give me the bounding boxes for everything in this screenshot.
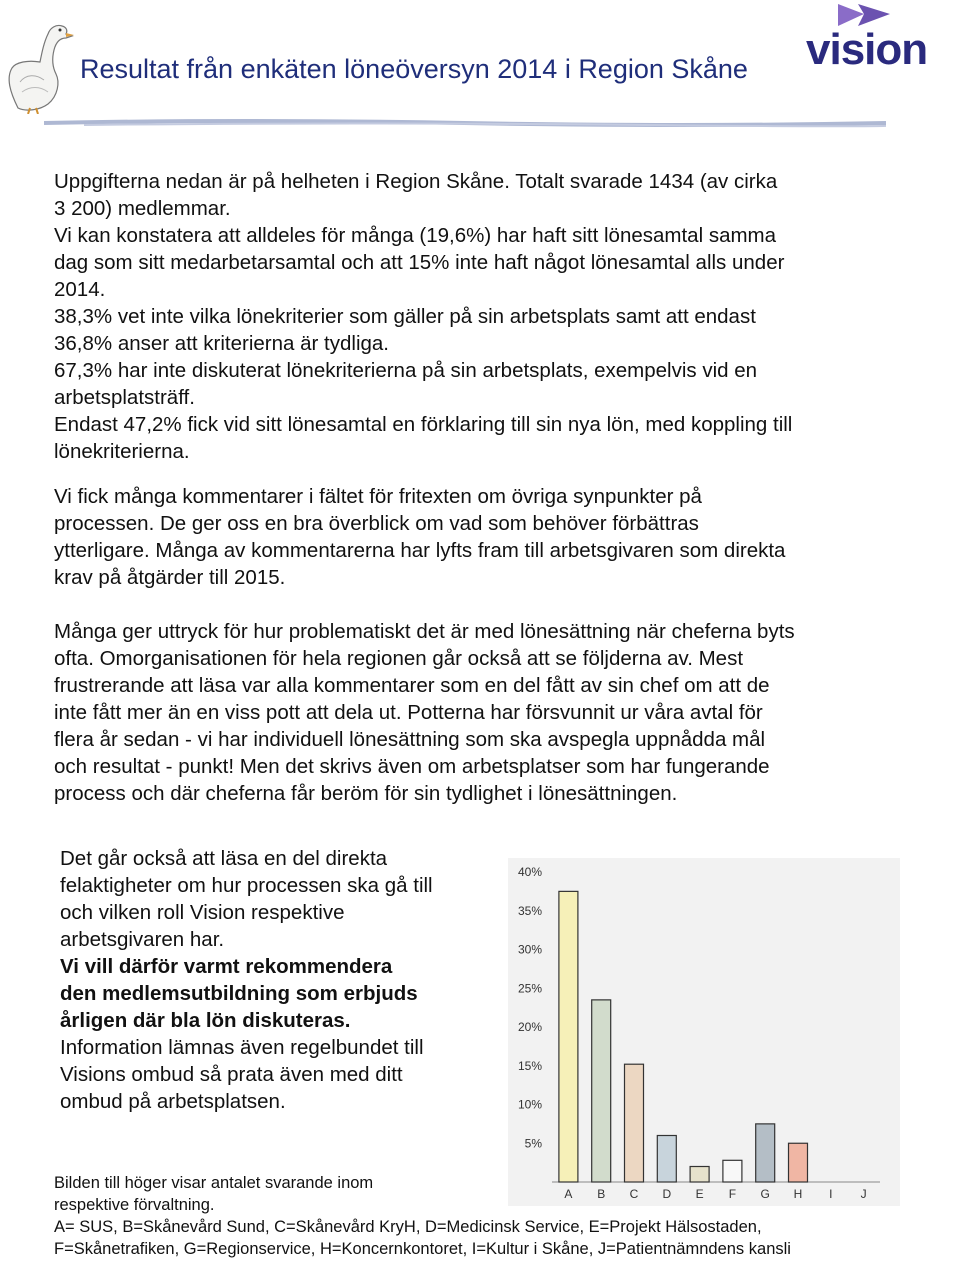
y-tick-label: 5% xyxy=(524,1136,542,1151)
caption-line: Bilden till höger visar antalet svarande inom xyxy=(54,1174,374,1192)
text-line: arbetsgivaren har. xyxy=(60,928,225,951)
chart-caption xyxy=(54,1172,373,1216)
text-line: ofta. Omorganisationen för hela regionen går också att se följderna av. Mest xyxy=(54,647,744,670)
text-line: Uppgifterna nedan är på helheten i Region Skåne. Totalt svarade 1434 (av cirka xyxy=(54,170,778,193)
bar-a xyxy=(559,891,578,1182)
legend-line: A= SUS, B=Skånevård Sund, C=Skånevård KryH, D=Medicinsk Service, E=Projekt Hälsostaden, xyxy=(54,1218,762,1236)
x-tick-label: D xyxy=(662,1187,672,1201)
y-tick-label: 35% xyxy=(517,903,542,918)
text-line: 38,3% vet inte vilka lönekriterier som gäller på sin arbetsplats samt att endast xyxy=(54,305,756,328)
text-line: ytterligare. Många av kommentarerna har lyfts fram till arbetsgivaren som direkta xyxy=(54,539,786,562)
text-line: felaktigheter om hur processen ska gå till xyxy=(60,874,433,897)
bar-h xyxy=(789,1143,808,1182)
text-line: och resultat - punkt! Men det skrivs även om arbetsplatser som har fungerande xyxy=(54,755,770,778)
y-tick-label: 20% xyxy=(517,1020,542,1034)
y-tick-label: 30% xyxy=(517,942,542,957)
text-line: lönekriterierna. xyxy=(54,440,190,463)
y-tick-label: 10% xyxy=(517,1097,542,1112)
x-tick-label: G xyxy=(760,1187,770,1201)
text-line: 36,8% anser att kriterierna är tydliga. xyxy=(54,332,389,355)
bold-line: årligen där bla lön diskuteras. xyxy=(60,1009,351,1032)
x-tick-label: J xyxy=(860,1187,867,1201)
text-line: processen. De ger oss en bra överblick om vad som behöver förbättras xyxy=(54,512,699,535)
bar-e xyxy=(690,1167,709,1183)
x-tick-label: B xyxy=(597,1187,606,1201)
text-line: 2014. xyxy=(54,278,106,301)
text-line: Många ger uttryck för hur problematiskt det är med lönesättning när cheferna byts xyxy=(54,620,795,643)
text-line: Endast 47,2% fick vid sitt lönesamtal en förklaring till sin nya lön, med koppling till xyxy=(54,413,793,436)
text-line: ombud på arbetsplatsen. xyxy=(60,1090,286,1113)
x-tick-label: F xyxy=(728,1187,737,1201)
respondents-chart xyxy=(508,858,900,1206)
legend-line: F=Skånetrafiken, G=Regionservice, H=Koncernkontoret, I=Kultur i Skåne, J=Patientnämndens kansli xyxy=(54,1240,791,1258)
text-line: och vilken roll Vision respektive xyxy=(60,901,345,924)
bold-line: Vi vill därför varmt rekommendera xyxy=(60,955,393,978)
x-tick-label: I xyxy=(829,1187,833,1201)
vision-logo xyxy=(806,0,958,72)
text-line: Visions ombud så prata även med ditt xyxy=(60,1063,403,1086)
feedback-paragraph xyxy=(54,618,884,807)
text-line: 67,3% har inte diskuterat lönekriterierna på sin arbetsplats, exempelvis vid en xyxy=(54,359,758,382)
text-line: 3 200) medlemmar. xyxy=(54,197,231,220)
y-tick-label: 15% xyxy=(517,1058,542,1073)
text-line: Vi fick många kommentarer i fältet för fritexten om övriga synpunkter på xyxy=(54,485,702,508)
bar-chart-svg xyxy=(508,858,900,1206)
text-line: flera år sedan - vi har individuell lönesättning som ska avspegla uppnådda mål xyxy=(54,728,766,751)
bar-c xyxy=(625,1064,644,1182)
goose-illustration xyxy=(0,12,80,114)
text-line: dag som sitt medarbetarsamtal och att 15% inte haft något lönesamtal alls under xyxy=(54,251,785,274)
x-tick-label: E xyxy=(695,1187,704,1201)
bar-d xyxy=(657,1136,676,1183)
x-tick-label: C xyxy=(629,1187,639,1201)
text-line: process och där cheferna får beröm för sin tydlighet i lönesättningen. xyxy=(54,782,678,805)
logo-wordmark: vision xyxy=(806,25,928,74)
bold-line: den medlemsutbildning som erbjuds xyxy=(60,982,418,1005)
text-line: frustrerande att läsa var alla kommentarer som en del fått av sin chef om att de xyxy=(54,674,770,697)
text-line: arbetsplatsträff. xyxy=(54,386,195,409)
summary-paragraph xyxy=(54,168,884,465)
text-line: inte fått mer än en viss pott att dela ut. Potterna har försvunnit ur våra avtal för xyxy=(54,701,763,724)
text-line: krav på åtgärder till 2015. xyxy=(54,566,286,589)
chart-legend xyxy=(54,1216,791,1260)
caption-line: respektive förvaltning. xyxy=(54,1196,215,1214)
comments-paragraph xyxy=(54,483,884,591)
bar-g xyxy=(756,1124,775,1182)
text-line: Vi kan konstatera att alldeles för många (19,6%) har haft sitt lönesamtal samma xyxy=(54,224,777,247)
y-tick-label: 25% xyxy=(517,981,542,996)
x-tick-label: H xyxy=(793,1187,803,1201)
recommendation-text xyxy=(60,845,490,1115)
bar-f xyxy=(723,1160,742,1182)
y-tick-label: 40% xyxy=(517,865,542,879)
x-tick-label: A xyxy=(564,1187,573,1201)
text-line: Det går också att läsa en del direkta xyxy=(60,847,388,870)
text-line: Information lämnas även regelbundet till xyxy=(60,1036,424,1059)
bar-b xyxy=(592,1000,611,1182)
header-divider xyxy=(44,118,886,128)
page-title: Resultat från enkäten löneöversyn 2014 i Region Skåne xyxy=(80,54,748,84)
